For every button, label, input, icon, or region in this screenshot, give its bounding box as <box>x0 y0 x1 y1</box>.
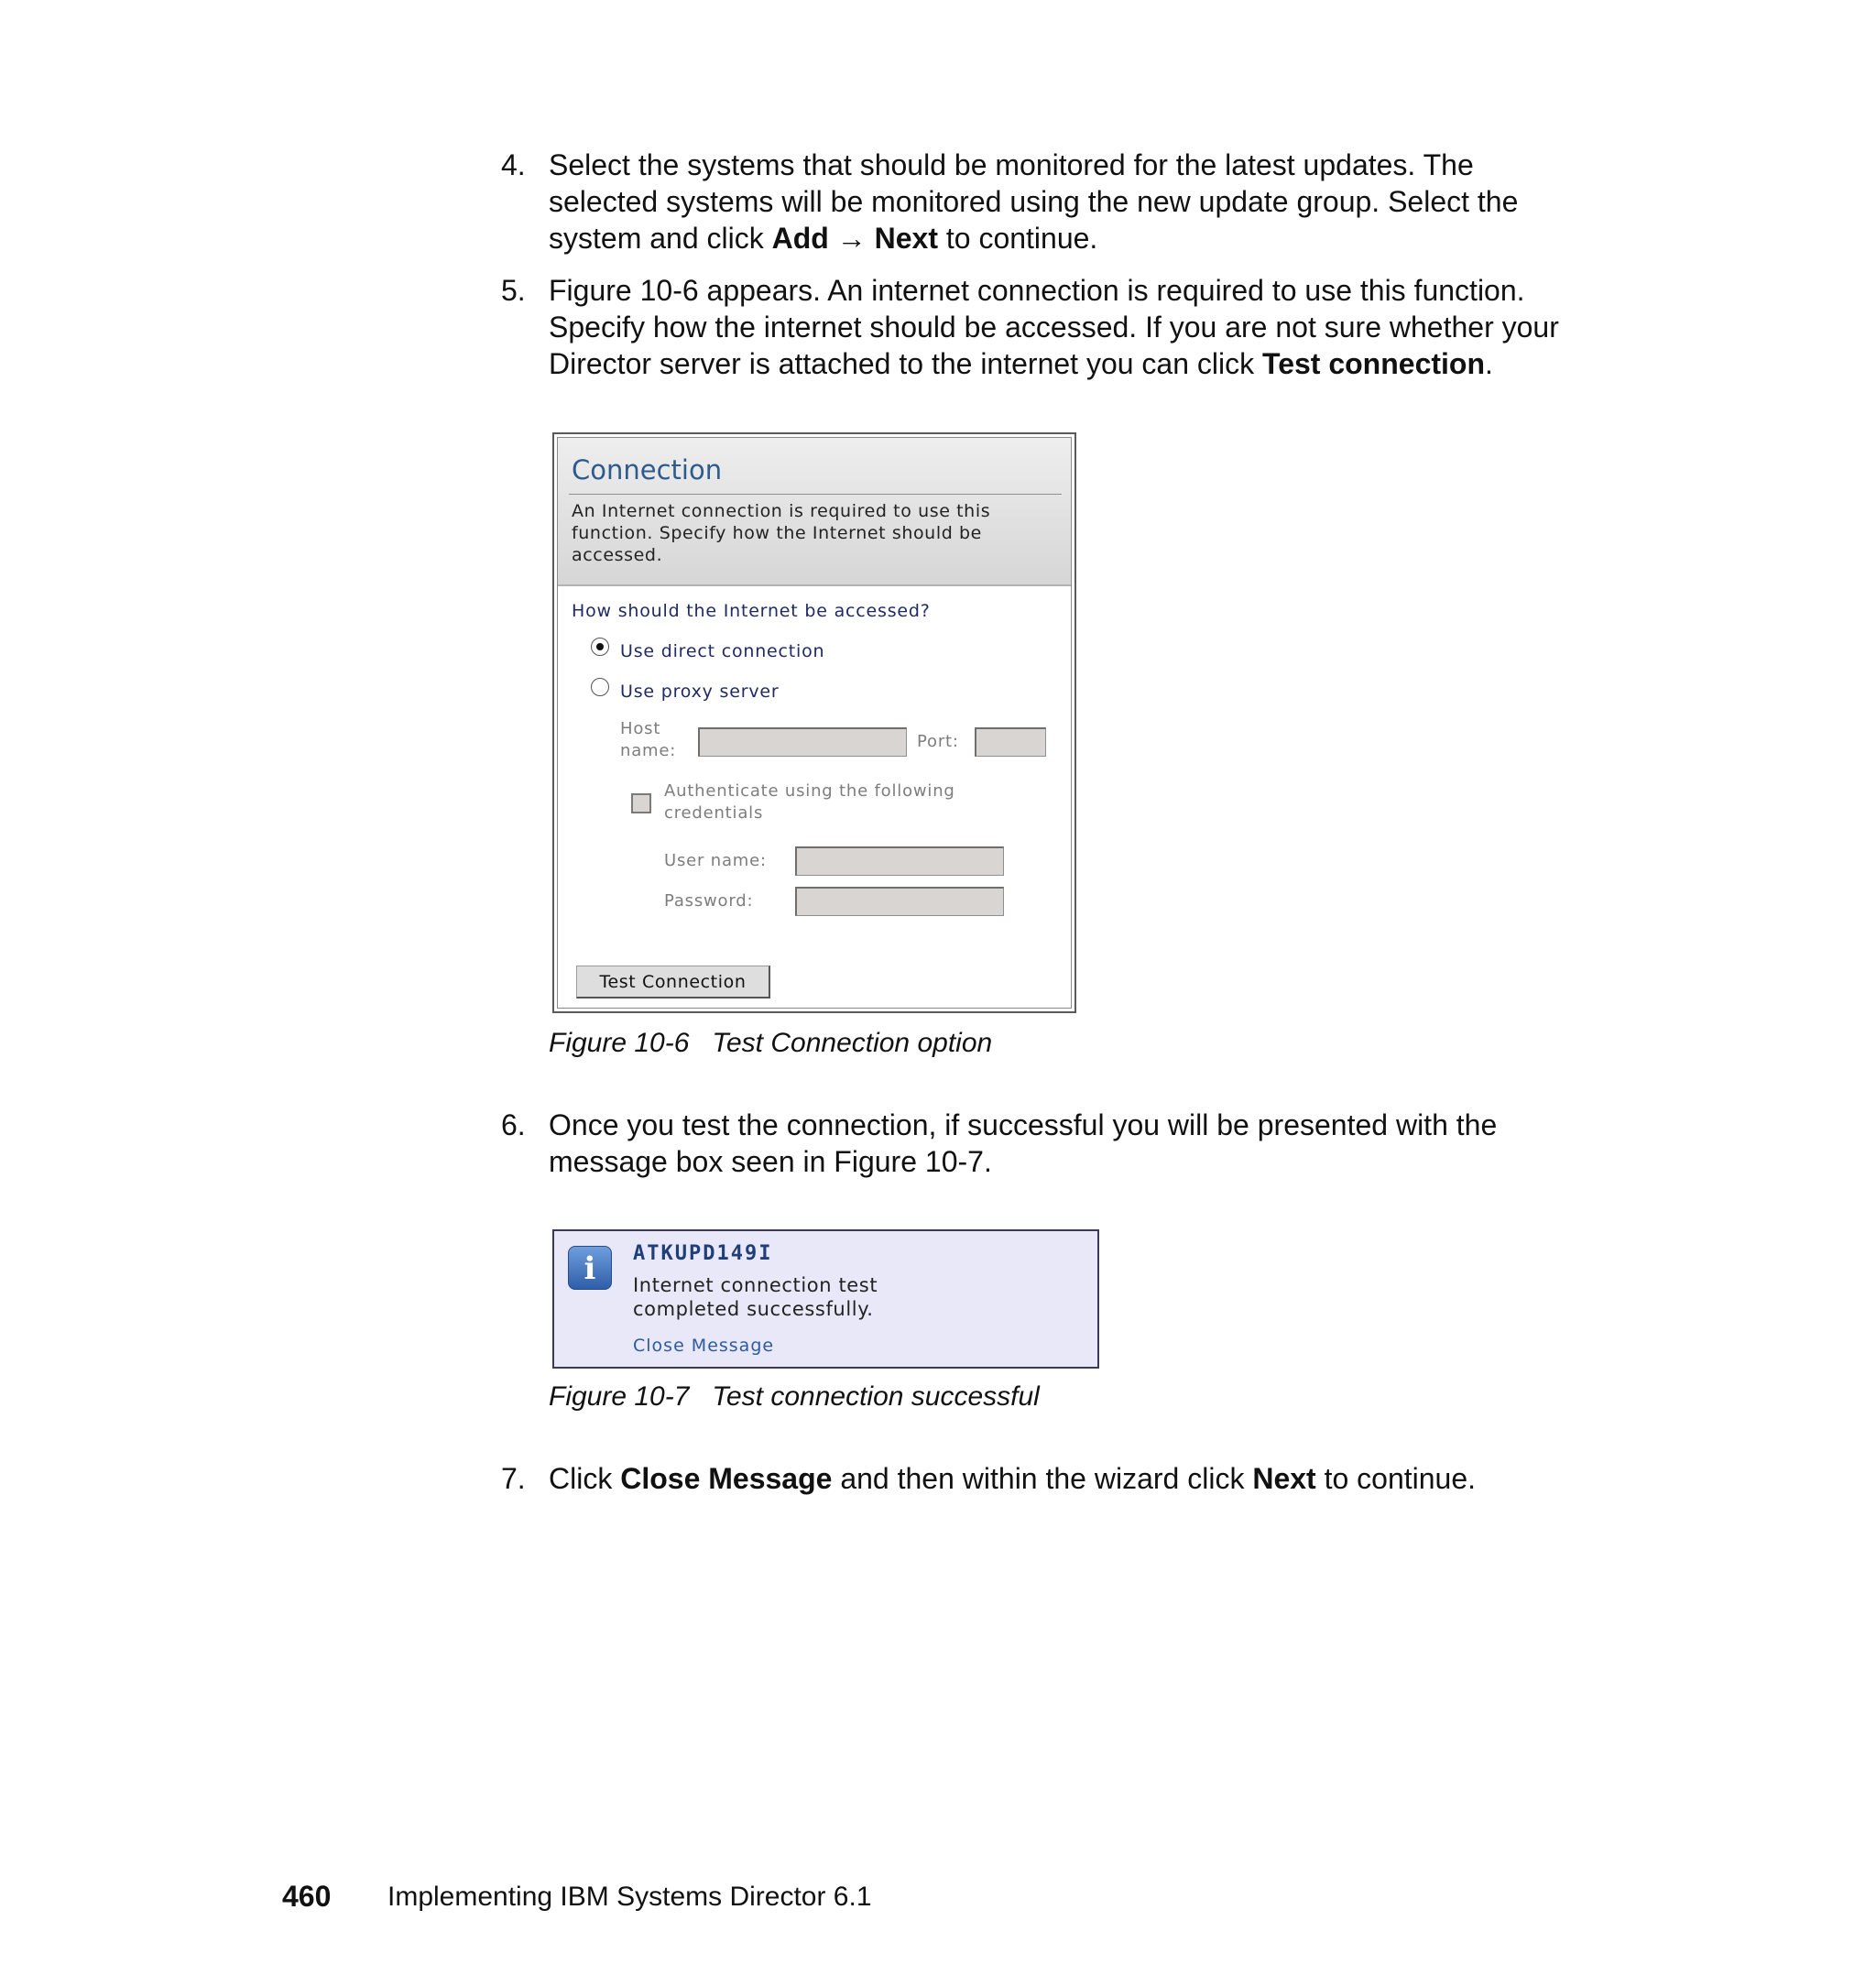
step-5 <box>501 272 1619 382</box>
proxy-server-radio[interactable] <box>591 678 609 696</box>
bold-term: Add <box>771 222 829 255</box>
book-title: Implementing IBM Systems Director 6.1 <box>387 1882 872 1912</box>
panel-header <box>558 438 1071 586</box>
bold-term: Next <box>1252 1462 1316 1495</box>
step-6 <box>501 1107 1619 1180</box>
password-input[interactable] <box>795 887 1004 916</box>
user-name-input[interactable] <box>795 846 1004 876</box>
host-name-input[interactable] <box>698 727 907 757</box>
panel-title: Connection <box>572 454 723 486</box>
connection-panel <box>552 432 1076 1013</box>
step-line: Director server is attached to the internet you can click Test connection. <box>549 347 1493 380</box>
step-line: Select the systems that should be monitored for the latest updates. The <box>549 148 1474 181</box>
bold-term: Next <box>874 222 938 255</box>
proxy-server-label: Use proxy server <box>620 682 780 702</box>
user-name-label: User name: <box>664 851 767 870</box>
bold-term: Test connection <box>1262 347 1485 380</box>
step-line: Figure 10-6 appears. An internet connection is required to use this function. <box>549 274 1525 307</box>
message-id: ATKUPD149I <box>633 1242 773 1265</box>
step-line: Specify how the internet should be accessed. If you are not sure whether your <box>549 311 1559 344</box>
info-icon: i <box>568 1246 612 1290</box>
message-text: Internet connection test completed successfully. <box>633 1274 878 1320</box>
step-line: selected systems will be monitored using the new update group. Select the <box>549 185 1519 218</box>
step-7 <box>501 1460 1619 1497</box>
access-question: How should the Internet be accessed? <box>572 601 931 621</box>
port-input[interactable] <box>975 727 1046 757</box>
host-name-label: Host name: <box>620 719 677 760</box>
port-label: Port: <box>917 732 959 751</box>
direct-connection-label: Use direct connection <box>620 641 825 661</box>
step-number: 6. <box>501 1108 526 1141</box>
step-number: 4. <box>501 148 526 181</box>
page-number: 460 <box>282 1880 332 1913</box>
step-number: 5. <box>501 274 526 307</box>
password-label: Password: <box>664 891 754 911</box>
step-line: Once you test the connection, if successful you will be presented with the <box>549 1108 1498 1141</box>
authenticate-label: Authenticate using the following credentials <box>664 781 955 823</box>
step-number: 7. <box>501 1462 526 1495</box>
step-line: system and click Add → Next to continue. <box>549 222 1098 255</box>
test-connection-button[interactable]: Test Connection <box>576 966 770 998</box>
title-divider <box>569 494 1062 495</box>
step-line: message box seen in Figure 10-7. <box>549 1145 992 1178</box>
message-box <box>552 1229 1099 1369</box>
direct-connection-radio[interactable] <box>591 638 609 656</box>
panel-description: An Internet connection is required to use this function. Specify how the Internet should be accessed. <box>572 501 991 565</box>
close-message-link[interactable]: Close Message <box>633 1336 775 1356</box>
figure-caption: Figure 10-7 Test connection successful <box>549 1381 1040 1412</box>
authenticate-checkbox[interactable] <box>631 793 651 813</box>
bold-term: Close Message <box>620 1462 833 1495</box>
figure-caption: Figure 10-6 Test Connection option <box>549 1028 993 1058</box>
step-line: Click Close Message and then within the wizard click Next to continue. <box>549 1462 1477 1495</box>
step-4 <box>501 147 1619 256</box>
